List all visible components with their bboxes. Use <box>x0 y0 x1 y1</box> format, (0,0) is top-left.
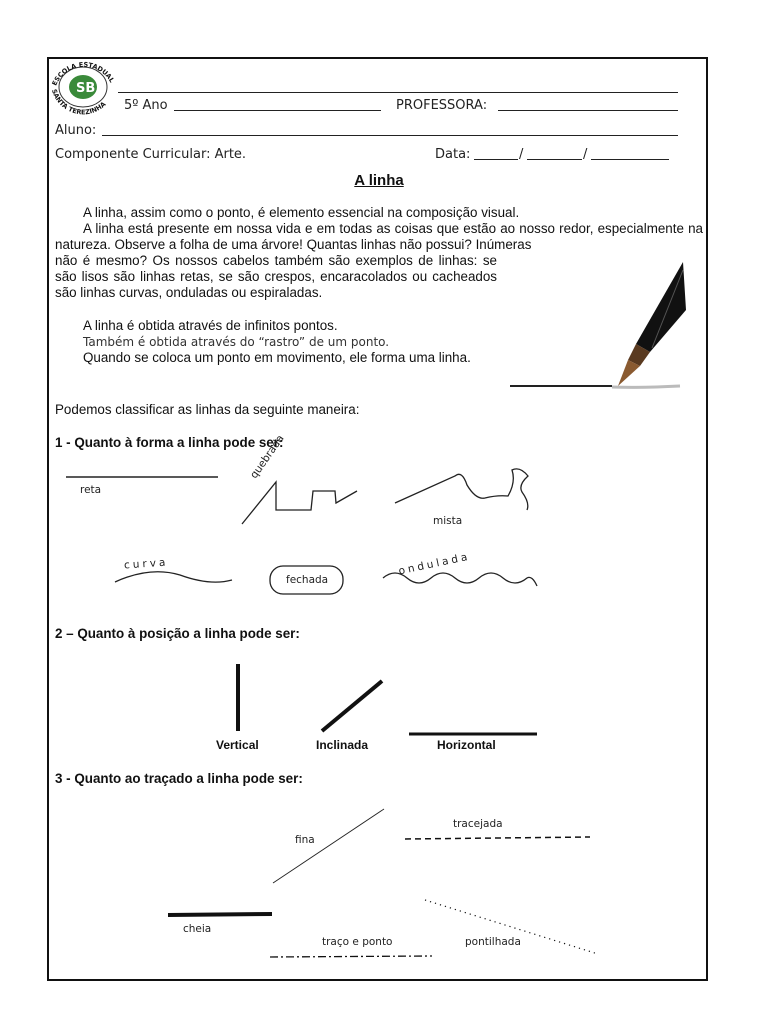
paragraph-1: A linha, assim como o ponto, é elemento essencial na composição visual. <box>83 205 520 220</box>
date-slash-2: / <box>583 147 588 162</box>
date-label: Data: <box>435 147 471 162</box>
paragraph-5: Quando se coloca um ponto em movimento, ele forma uma linha. <box>83 350 471 365</box>
cheia-line <box>168 914 272 915</box>
label-mista: mista <box>433 515 463 527</box>
paragraph-2-cont: não é mesmo? Os nossos cabelos também são exemplos de linhas: se são lisos são linhas retas, se são crespos, encaracolados ou cacheados são linhas curvas, onduladas ou espiraladas. <box>55 253 497 301</box>
section-2-heading: 2 – Quanto à posição a linha pode ser: <box>55 626 300 641</box>
fina-line <box>273 809 384 883</box>
subject-label: Componente Curricular: Arte. <box>55 147 247 162</box>
label-quebrada: quebrada <box>248 432 287 481</box>
traco-e-ponto-line <box>270 956 432 957</box>
label-pontilhada: pontilhada <box>465 936 521 948</box>
label-ondulada: ondulada <box>397 550 472 578</box>
paragraph-3: A linha é obtida através de infinitos pontos. <box>83 318 338 333</box>
logo-text-bottom: SANTA TEREZINHA <box>50 88 108 117</box>
label-inclinada: Inclinada <box>316 738 369 752</box>
label-cheia: cheia <box>183 923 212 935</box>
student-label: Aluno: <box>55 123 97 138</box>
paragraph-2: A linha está presente em nossa vida e em todas as coisas que estão ao nosso redor, especialmente na natureza. Observe a folha de uma árvore! Quantas linhas não possui? Inúmeras <box>55 221 703 253</box>
teacher-label: PROFESSORA: <box>396 98 488 113</box>
paragraph-4: Também é obtida através do “rastro” de um ponto. <box>83 335 390 349</box>
label-fechada: fechada <box>286 574 329 586</box>
label-horizontal: Horizontal <box>437 738 496 752</box>
grade-label: 5º Ano <box>124 98 168 113</box>
page-title: A linha <box>354 172 404 189</box>
date-slash-1: / <box>519 147 524 162</box>
section-1-heading: 1 - Quanto à forma a linha pode ser: <box>55 435 284 450</box>
section-3-heading: 3 - Quanto ao traçado a linha pode ser: <box>55 771 303 786</box>
label-tracejada: tracejada <box>453 818 503 830</box>
logo-text-top: ESCOLA ESTADUAL <box>50 60 116 87</box>
label-reta: reta <box>80 484 102 496</box>
label-curva: curva <box>123 556 169 572</box>
label-fina: fina <box>295 834 315 846</box>
label-traco-e-ponto: traço e ponto <box>322 936 393 948</box>
tracejada-line <box>405 837 590 839</box>
svg-text:SB: SB <box>76 81 96 96</box>
label-vertical: Vertical <box>216 738 259 752</box>
classification-intro: Podemos classificar as linhas da seguinte maneira: <box>55 402 360 417</box>
